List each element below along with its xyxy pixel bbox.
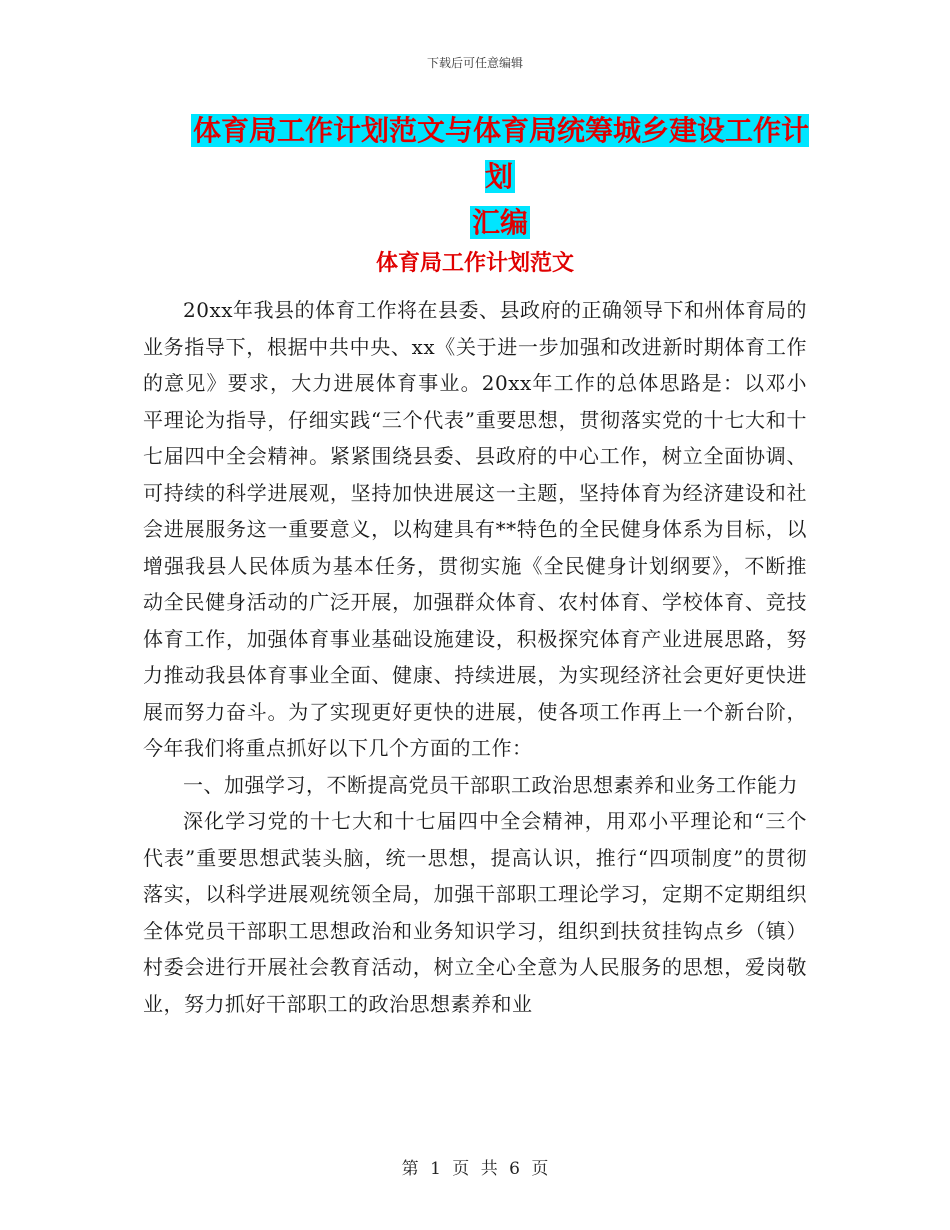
document-title bbox=[190, 108, 810, 246]
header-note: 下载后可任意编辑 bbox=[426, 56, 523, 70]
document-title-line2: 汇编 bbox=[471, 206, 528, 239]
page-number: 第 1 页 共 6 页 bbox=[401, 1159, 549, 1179]
paragraph: 深化学习党的十七大和十七届四中全会精神，用邓小平理论和“三个代表”重要思想武装头脑，统一思想，提高认识，推行“四项制度”的贯彻落实，以科学进展观统领全局，加强干部职工理论学习，定期不定期组织全体党员干部职工思想政治和业务知识学习，组织到扶贫挂钩点乡（镇）村委会进行开展社会教育活动，树立全心全意为人民服务的思想，爱岗敬业，努力抓好干部职工的政治思想素养和业 bbox=[143, 809, 807, 1016]
paragraph: 20xx年我县的体育工作将在县委、县政府的正确领导下和州体育局的业务指导下，根据中共中央、xx《关于进一步加强和改进新时期体育工作的意见》要求，大力进展体育事业。20xx年工作的总体思路是：以邓小平理论为指导，仔细实践“三个代表”重要思想，贯彻落实党的十七大和十七届四中全会精神。紧紧围绕县委、县政府的中心工作，树立全面协调、可持续的科学进展观，坚持加快进展这一主题，坚持体育为经济建设和社会进展服务这一重要意义，以构建具有**特色的全民健身体系为目标，以增强我县人民体质为基本任务，贯彻实施《全民健身计划纲要》，不断推动全民健身活动的广泛开展，加强群众体育、农村体育、学校体育、竞技体育工作，加强体育事业基础设施建设，积极探究体育产业进展思路，努力推动我县体育事业全面、健康、持续进展，为实现经济社会更好更快进展而努力奋斗。为了实现更好更快的进展，使各项工作再上一个新台阶，今年我们将重点抓好以下几个方面的工作： bbox=[143, 298, 808, 760]
section-title: 体育局工作计划范文 bbox=[375, 251, 574, 276]
document-title-line1: 体育局工作计划范文与体育局统筹城乡建设工作计划 bbox=[192, 114, 809, 193]
body-text bbox=[143, 292, 807, 1022]
paragraph: 一、加强学习，不断提高党员干部职工政治思想素养和业务工作能力 bbox=[183, 772, 798, 797]
